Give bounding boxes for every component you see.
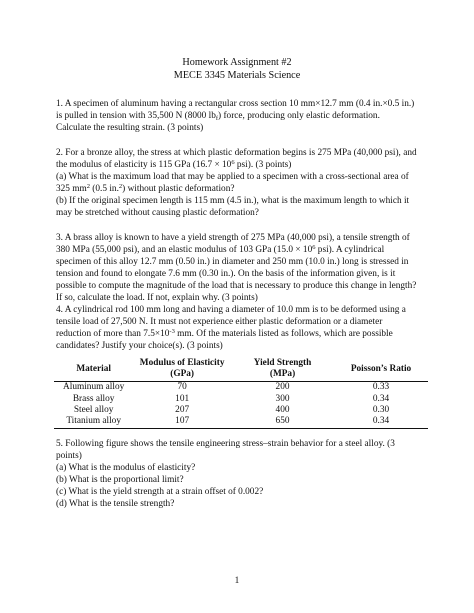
problem-4-line-3: [56, 329, 426, 341]
header-yield-line-1: Yield Strength: [253, 358, 312, 368]
cell-poisson: 0.34: [372, 393, 390, 404]
problem-5-line-6: (d) What is the tensile strength?: [56, 498, 175, 509]
cell-material: Steel alloy: [73, 405, 114, 416]
problem-4-line-3-b: mm. Of the materials listed as follows, which are possible: [174, 328, 393, 339]
problem-4-line-4: candidates? Justify your choice(s). (3 points): [56, 340, 223, 351]
problem-3-line-5: possible to compute the magnitude of the load that is necessary to produce this change in length?: [56, 280, 417, 291]
problem-2-line-6: may be stretched without causing plastic deformation?: [56, 207, 259, 218]
problem-4-line-2: tensile load of 27,500 N. It must not experience either plastic deformation or a diameter: [56, 316, 383, 327]
problem-2-line-2: [56, 160, 426, 172]
problem-3-line-1: 3. A brass alloy is known to have a yield strength of 275 MPa (40,000 psi), a tensile strength of: [56, 233, 410, 243]
problem-2-line-2-sup: 6: [231, 158, 235, 166]
page-number: 1: [234, 576, 240, 586]
cell-modulus: 101: [175, 393, 190, 404]
cell-yield: 650: [231, 416, 334, 428]
problem-2-line-4-c: ) without plastic deformation?: [122, 183, 235, 194]
problem-2-line-4: [56, 184, 426, 196]
problem-2-line-4-b: (0.5 in.: [89, 183, 119, 194]
problem-2-line-3: (a) What is the maximum load that may be applied to a specimen with a cross-sectional area of: [56, 171, 409, 182]
header-poisson: Poisson’s Ratio: [334, 358, 428, 382]
problem-5-line-4: (b) What is the proportional limit?: [56, 474, 184, 485]
problem-2: [56, 148, 426, 219]
header-modulus-line-2: (GPa): [170, 369, 195, 380]
problem-2-line-2-b: psi). (3 points): [234, 159, 292, 170]
cell-modulus: 70: [177, 382, 187, 393]
problem-1-line-2-a: is pulled in tension with 35,500 N (8000 lb: [56, 110, 216, 121]
problem-3-line-3: specimen of this alloy 12.7 mm (0.50 in.) in diameter and 250 mm (10.0 in.) long is stressed in: [56, 256, 409, 267]
table-row: [54, 382, 428, 394]
cell-yield: 200: [275, 382, 290, 393]
cell-material: Titanium alloy: [54, 416, 133, 428]
cell-yield: 400: [275, 405, 290, 416]
materials-table: [54, 358, 428, 429]
cell-material: Aluminum alloy: [63, 382, 125, 393]
cell-material: Brass alloy: [72, 393, 115, 404]
cell-poisson: 0.30: [372, 405, 390, 416]
problem-3-line-4: tension and found to elongate 7.6 mm (0.30 in.). On the basis of the information given, is it: [56, 268, 396, 279]
problem-3-line-2-b: psi). A cylindrical: [315, 244, 385, 255]
header-yield: [231, 358, 334, 382]
table-row: [54, 416, 428, 428]
assignment-header: [0, 56, 474, 82]
assignment-title: Homework Assignment #2: [182, 57, 292, 68]
problem-1-line-2-b: ) force, producing only elastic deformation.: [218, 110, 380, 121]
cell-poisson: 0.33: [372, 382, 390, 393]
table-header-row: [54, 358, 428, 382]
problem-2-line-2-a: the modulus of elasticity is 115 GPa (16.7 × 10: [56, 159, 232, 170]
problem-2-line-4-sup-2: 2: [118, 182, 123, 190]
problem-2-line-1: 2. For a bronze alloy, the stress at which plastic deformation begins is 275 MPa (40,000 psi), and: [56, 148, 417, 158]
problem-1-line-1: 1. A specimen of aluminum having a rectangular cross section 10 mm×12.7 mm (0.4 in.×0.5 in.): [56, 99, 415, 109]
problem-4-line-1: 4. A cylindrical rod 100 mm long and having a diameter of 10.0 mm is to be deformed using a: [56, 305, 406, 315]
problem-4-line-3-a: reduction of more than 7.5×10: [56, 328, 170, 339]
table-row: [54, 405, 428, 416]
problem-2-line-4-sup-1: 2: [86, 182, 90, 190]
header-modulus: [133, 358, 231, 382]
cell-yield: 300: [275, 393, 290, 404]
problem-4: [56, 305, 426, 353]
problem-3-line-2-a: 380 MPa (55,000 psi), and an elastic modulus of 103 GPa (15.0 × 10: [56, 244, 313, 255]
table-row: [54, 394, 428, 405]
header-material: Material: [54, 358, 133, 382]
problem-3-line-6: If so, calculate the load. If not, explain why. (3 points): [56, 292, 258, 303]
problem-4-line-3-sup: -3: [169, 327, 175, 335]
problem-3-line-2: [56, 245, 426, 257]
cell-modulus: 207: [175, 405, 190, 416]
problem-5-line-1: 5. Following figure shows the tensile engineering stress–strain behavior for a steel alloy. (3: [56, 439, 395, 449]
header-yield-line-2: (MPa): [269, 369, 296, 380]
header-modulus-line-1: Modulus of Elasticity: [139, 358, 225, 368]
problem-5: [56, 439, 426, 510]
cell-poisson: 0.34: [334, 416, 428, 428]
problem-1-line-2-sub: f: [215, 114, 219, 122]
course-title: MECE 3345 Materials Science: [173, 70, 301, 81]
problem-5-line-2: points): [56, 450, 82, 461]
problem-1: [56, 99, 426, 135]
problem-2-line-4-a: 325 mm: [56, 183, 87, 194]
problem-3: [56, 233, 426, 304]
problem-5-line-3: (a) What is the modulus of elasticity?: [56, 462, 196, 473]
cell-modulus: 107: [133, 416, 231, 428]
problem-1-line-2: [56, 111, 426, 123]
problem-1-line-3: Calculate the resulting strain. (3 points): [56, 122, 204, 133]
problem-3-line-2-sup: 6: [312, 243, 316, 251]
problem-5-line-5: (c) What is the yield strength at a strain offset of 0.002?: [56, 486, 264, 497]
problem-2-line-5: (b) If the original specimen length is 115 mm (4.5 in.), what is the maximum length to which it: [56, 195, 410, 206]
